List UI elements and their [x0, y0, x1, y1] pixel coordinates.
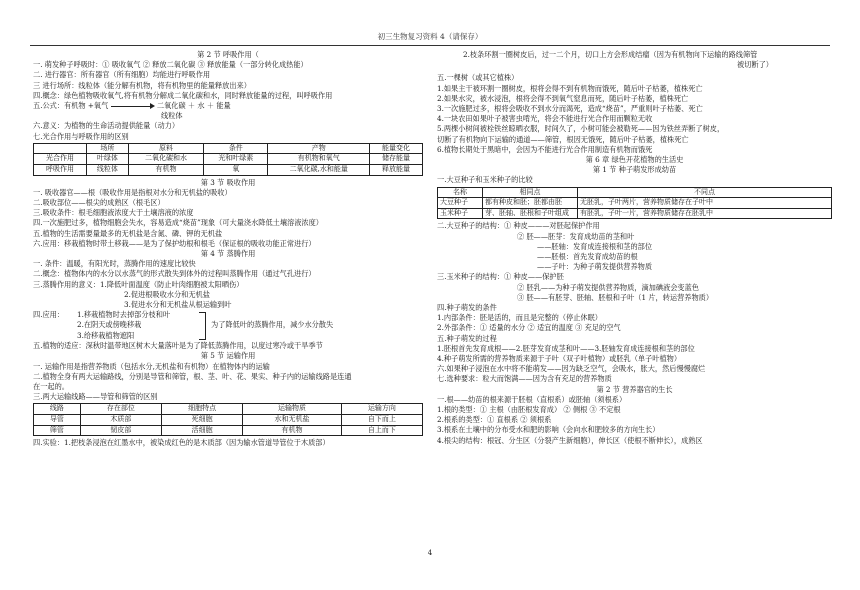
text-line: 2.促进根吸收水分和无机盐 [124, 289, 210, 299]
table-cell: 叶绿体 [86, 154, 128, 165]
table-header-cell: 场所 [86, 143, 128, 154]
text-line: 1.如果主干被环割一圈树皮，根将会得不到有机物而饿死，随后叶子枯萎，植株死亡 [437, 83, 703, 93]
table-cell: 光合作用 [34, 154, 87, 165]
page-header: 初三生物复习资料 4（请保存） [377, 32, 483, 41]
table-cell: 导管 [34, 415, 81, 426]
text-line: 六.如果种子浸泡在水中将不能萌发——因为缺乏空气，会吸水，胀大，然后慢慢腐烂 [437, 364, 706, 374]
table-cell: 光和叶绿素 [204, 154, 268, 165]
application-label: 四.应用： [33, 310, 65, 320]
text-line: 6.植物长期处于黑暗中，会因为不能进行光合作用制造有机物而饿死 [437, 144, 653, 154]
table-cell: 二氧化碳,水和能量 [268, 165, 370, 176]
text-line: ② 胚——胚芽：发育成幼苗的茎和叶 [517, 231, 635, 241]
formula-suffix: 二氧化碳 ＋ 水 ＋ 能量 [156, 101, 231, 111]
right-column [437, 50, 832, 446]
table-cell: 木质部 [80, 415, 161, 426]
table-cell: 有胚乳，子叶一片，营养物质储存在胚乳中 [578, 208, 832, 219]
table-header-cell: 条件 [204, 143, 268, 154]
text-line: 3.促进水分和无机盐从根运输到叶 [124, 300, 232, 310]
application-brace-block [33, 310, 423, 341]
photosynthesis-respiration-table [33, 143, 423, 176]
left-column [33, 50, 423, 448]
table-cell: 线粒体 [86, 165, 128, 176]
table-header-cell: 原料 [128, 143, 203, 154]
table-header-cell: 线路 [34, 404, 81, 415]
text-line: ——胚根：首先发育成幼苗的根 [537, 252, 638, 262]
section-title: 第 2 节 呼吸作用（ [197, 50, 259, 59]
table-header-cell: 产物 [268, 143, 370, 154]
text-line: 被切断了） [737, 60, 773, 70]
text-line: 二.吸收部位——根尖的成熟区（根毛区） [33, 198, 165, 208]
table-header-cell: 运输物质 [243, 404, 341, 415]
table-row [34, 154, 423, 165]
subsection-title: 五.种子萌发的过程 [437, 333, 497, 343]
application-result: 为了降低叶的蒸腾作用，减少水分散失 [211, 320, 334, 330]
subsection-title: 五.一棵树（或其它植株） [437, 73, 519, 83]
text-line: 2.枝条环割一圈树皮后，过一二个月，切口上方会形成结瘤（因为有机物向下运输的路线筛管 [463, 50, 758, 59]
section-title: 第 4 节 蒸腾作用 [200, 249, 256, 259]
text-line: ② 胚乳——为种子萌发提供营养物质，滴加碘液会变蓝色 [517, 282, 699, 292]
table-header-cell: 能量变化 [369, 143, 422, 154]
text-line: 四.概念：绿色植物吸收氧气,将有机物分解成二氧化碳和水，同时释放能量的过程，叫呼吸作用 [33, 90, 333, 100]
text-line: ③ 胚——有胚芽、胚轴、胚根和子叶（1 片，转运营养物质） [517, 292, 714, 302]
vessel-comparison-table [33, 403, 423, 436]
table-cell: 自上而下 [341, 425, 422, 436]
table-header-cell [34, 143, 87, 154]
table-row [34, 165, 423, 176]
formula-condition: 线粒体 [161, 111, 183, 121]
text-line: ——子叶：为种子萌发提供营养物质 [537, 262, 653, 272]
text-line: 4.根尖的结构：根冠、分生区（分裂产生新细胞），伸长区（使根不断伸长），成熟区 [437, 435, 703, 445]
table-cell: 水和无机盐 [243, 415, 341, 426]
text-line: 二.大豆种子的结构：① 种皮———对胚起保护作用 [437, 221, 600, 231]
text-line: 二. 进行器官：所有器官（所有细胞）均能进行呼吸作用 [33, 70, 211, 80]
text-line: 2.如果水灾，被水浸泡，根将会得不到氧气窒息而死，随后叶子枯萎，植株死亡 [437, 93, 689, 103]
text-line: 五.植物的生活需要量最多的无机盐是含氮、磷、钾的无机盐 [33, 228, 223, 238]
table-cell: 二氧化碳和水 [128, 154, 203, 165]
section-title: 第 2 节 营养器官的生长 [596, 384, 673, 394]
table-cell: 有机物和氧气 [268, 154, 370, 165]
text-line: 三.吸收条件：根毛细胞液浓度大于土壤溶液的浓度 [33, 208, 194, 218]
table-header-cell: 存在部位 [80, 404, 161, 415]
text-line: 三.玉米种子的结构：① 种皮——保护胚 [437, 272, 564, 282]
table-cell: 都有种皮和胚；胚都由胚 [483, 198, 578, 209]
table-cell: 死细胞 [162, 415, 243, 426]
list-item: 3.给移栽植物遮阳 [77, 330, 135, 340]
table-cell: 储存能量 [369, 154, 422, 165]
table-cell: 氧 [204, 165, 268, 176]
subsection-title: 一.大豆种子和玉米种子的比较 [437, 175, 533, 185]
table-header-row [34, 404, 423, 415]
right-brace [199, 312, 206, 340]
table-cell: 玉米种子 [438, 208, 483, 219]
table-row [438, 208, 832, 219]
text-line: 三 进行场所：线粒体（能分解有机物，将有机物里的能量释放出来） [33, 80, 251, 90]
table-cell: 释放能量 [369, 165, 422, 176]
text-line: 二.植物全身有两大运输路线，分别是导管和筛管，根、茎、叶、花、果实、种子内的运输线路是连通 [33, 371, 352, 381]
arrow-icon [111, 103, 155, 109]
section-title: 第 5 节 运输作用 [200, 351, 256, 361]
table-header-row [34, 143, 423, 154]
page-number: 4 [427, 549, 433, 557]
text-line: 一. 萌发种子呼吸时：① 吸收氧气 ② 释放二氧化碳 ③ 释放能量（一部分转化成热能） [33, 60, 308, 70]
text-line: 四.一次施肥过多，植物细胞会失水，容易造成“烧苗”现象（可大量浇水降低土壤溶液浓度） [33, 218, 323, 228]
table-cell: 筛管 [34, 425, 81, 436]
text-line: 二.概念：植物体内的水分以水蒸气的形式散失到体外的过程叫蒸腾作用（通过气孔进行） [33, 269, 316, 279]
list-item: 1.移栽植物时去掉部分枝和叶 [77, 310, 171, 320]
table-cell: 呼吸作用 [34, 165, 87, 176]
table-cell: 无胚乳，子叶两片，营养物质储存在子叶中 [578, 198, 832, 209]
section-title: 第 1 节 种子萌发形成幼苗 [592, 165, 677, 175]
table-header-cell: 相同点 [483, 187, 578, 198]
table-cell: 芽、胚轴、胚根和子叶组成 [483, 208, 578, 219]
text-line: 切断了有机物向下运输的通道——筛管，根因无饿死，随后叶子枯萎，植株死亡 [437, 134, 689, 144]
text-line: 3.一次施肥过多，根将会吸收不到水分而渴死，造成“烧苗”，严重则叶子枯萎、死亡 [437, 104, 703, 114]
text-line: 三.蒸腾作用的意义：1.降低叶面温度（防止叶肉细胞被太阳晒伤） [33, 279, 244, 289]
formula [33, 101, 423, 111]
text-line: 五.植物的适应：深秋时温带地区树木大量落叶是为了降低蒸腾作用，以度过寒冷或干旱季节 [33, 341, 323, 351]
list-item: 2.在阴天或傍晚移栽 [77, 320, 142, 330]
text-line: 5.两棵小树间被栓铁丝晾晒衣服，时间久了，小树可能会被勒死——因为铁丝弄断了树皮， [437, 124, 725, 134]
chapter-title: 第 6 章 绿色开花植物的生活史 [585, 155, 684, 165]
table-header-cell: 运输方向 [341, 404, 422, 415]
text-line: 七.光合作用与呼吸作用的区别 [33, 131, 129, 141]
text-line: 2.外部条件：① 适量的水分 ② 适宜的温度 ③ 充足的空气 [437, 323, 621, 333]
table-header-row [438, 187, 832, 198]
text-line: ——胚轴：发育成连接根和茎的部位 [537, 241, 653, 251]
text-line: 3.根系在土壤中的分布受水和肥的影响（会向水和肥较多的方向生长） [437, 425, 660, 435]
text-line: 六.意义：为植物的生命活动提供能量（动力） [33, 121, 180, 131]
text-line: 一. 条件：温暖，有阳光时，蒸腾作用的速度比较快 [33, 259, 196, 269]
text-line: 在一起的。 [33, 382, 69, 392]
text-line: 六.应用：移栽植物时带土移栽——是为了保护幼根和根毛（保证根的吸收功能正常进行） [33, 238, 316, 248]
text-line: 一.根——幼苗的根来源于胚根（直根系）或胚轴（须根系） [437, 394, 627, 404]
table-cell: 韧皮部 [80, 425, 161, 436]
table-header-cell: 不同点 [578, 187, 832, 198]
table-cell: 有机物 [128, 165, 203, 176]
text-line: 七.选种要求：粒大而饱满——因为含有充足的营养物质 [437, 374, 612, 384]
text-line: 三.两大运输线路——导管和筛管的区别 [33, 392, 158, 402]
text-line: 四.实验：1.把枝条浸泡在红墨水中，被染成红色的是木质部（因为输水管道导管位于木质部） [33, 438, 330, 448]
text-line: 1.内部条件：胚是活的，而且是完整的（停止休眠） [437, 313, 602, 323]
table-cell: 自下而上 [341, 415, 422, 426]
text-line: 一. 运输作用是指营养物质（包括水分,无机盐和有机物）在植物体内的运输 [33, 361, 270, 371]
text-line: 4.一块农田如果叶子被害虫啃光，将会不能进行光合作用而颗粒无收 [437, 114, 653, 124]
table-cell: 活细胞 [162, 425, 243, 436]
header-rule [30, 45, 830, 46]
text-line: 2.根系的类型：① 直根系 ② 须根系 [437, 415, 552, 425]
seed-comparison-table [437, 187, 832, 220]
formula-prefix: 五.公式：有机物 +氧气 [33, 101, 109, 111]
table-cell: 大豆种子 [438, 198, 483, 209]
table-row [34, 425, 423, 436]
text-line: 4.种子萌发所需的营养物质来源于子叶（双子叶植物）或胚乳（单子叶植物） [437, 354, 682, 364]
table-cell: 有机物 [243, 425, 341, 436]
table-header-cell: 细胞特点 [162, 404, 243, 415]
subsection-title: 四.种子萌发的条件 [437, 303, 497, 313]
table-row [34, 415, 423, 426]
text-line: 1.胚根首先发育成根——2.胚芽发育成茎和叶——3.胚轴发育成连接根和茎的部位 [437, 343, 695, 353]
section-title: 第 3 节 吸收作用 [200, 177, 256, 187]
table-header-cell: 名称 [438, 187, 483, 198]
text-line: 1.根的类型：① 主根（由胚根发育成） ② 侧根 ③ 不定根 [437, 405, 621, 415]
table-row [438, 198, 832, 209]
text-line: 一. 吸收器官——根（吸收作用是指根对水分和无机盐的吸收） [33, 187, 232, 197]
